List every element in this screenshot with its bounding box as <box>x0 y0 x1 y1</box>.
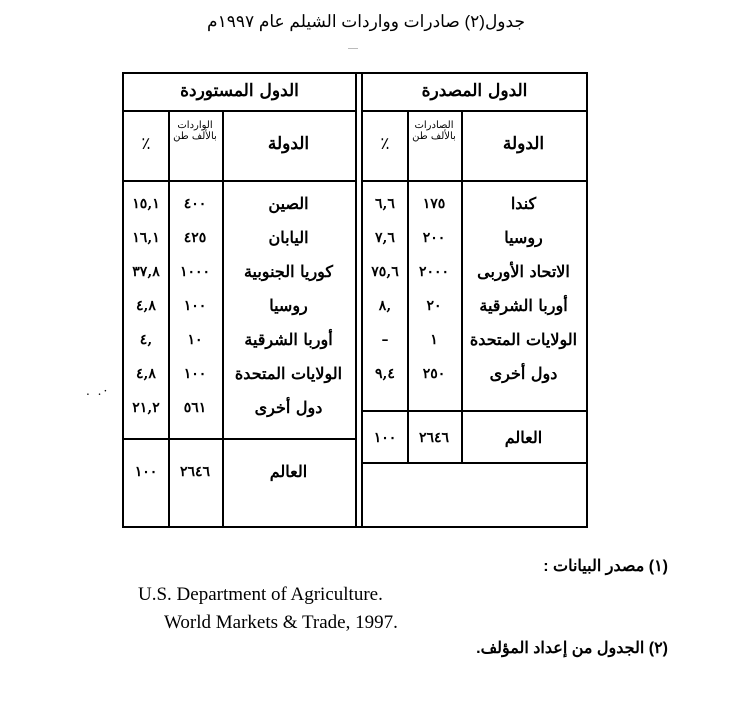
importers-row-country: اليابان <box>268 228 309 247</box>
total-divider <box>363 410 586 412</box>
importers-row-qty: ١٠٠ <box>183 298 207 314</box>
importers-row-qty: ٥٦١ <box>183 400 207 416</box>
exporters-row-qty: ١٧٥ <box>422 196 446 212</box>
exporters-row-qty: ٢٥٠ <box>422 366 446 382</box>
exporters-heading: الدول المصدرة <box>363 74 586 112</box>
exporters-total-pct: ١٠٠ <box>373 430 397 446</box>
scan-mark <box>348 48 358 49</box>
total-divider <box>124 438 355 440</box>
exporters-row-country: دول أخرى <box>489 364 558 383</box>
exporters-col-country: الدولة <box>502 134 545 154</box>
importers-row-qty: ١٠ <box>187 332 203 348</box>
importers-col-country: الدولة <box>267 134 310 154</box>
importers-row-qty: ١٠٠٠ <box>179 264 211 280</box>
exporters-total-qty: ٢٦٤٦ <box>418 430 450 446</box>
data-table <box>122 72 588 528</box>
source-line-2: World Markets & Trade, 1997. <box>164 612 398 633</box>
table-divider <box>355 74 363 526</box>
importers-row-pct: ١٦,١ <box>132 230 160 246</box>
stray-mark: . .· <box>86 384 110 398</box>
importers-row-country: روسيا <box>269 296 308 315</box>
importers-row-country: أوربا الشرقية <box>244 330 333 349</box>
exporters-total-country: العالم <box>504 428 543 447</box>
exporters-row-country: أوربا الشرقية <box>479 296 568 315</box>
importers-row-pct: ٢١,٢ <box>132 400 160 416</box>
table-title: جدول(٢) صادرات وواردات الشيلم عام ١٩٩٧م <box>207 12 525 31</box>
importers-row-qty: ٤٠٠ <box>183 196 207 212</box>
importers-row-pct: ٤,٨ <box>136 366 156 382</box>
source-label: (١) مصدر البيانات : <box>543 558 668 575</box>
exporters-row-pct: ٩,٤ <box>375 366 395 382</box>
exporters-row-pct: ٦,٦ <box>375 196 395 212</box>
importers-col-qty: الواردات بالألف طن <box>173 120 217 142</box>
importers-row-country: دول أخرى <box>254 398 323 417</box>
exporters-row-country: الاتحاد الأوربى <box>477 262 570 281</box>
exporters-row-pct: ٧,٦ <box>375 230 395 246</box>
importers-row-qty: ١٠٠ <box>183 366 207 382</box>
importers-row-country: كوريا الجنوبية <box>243 262 334 281</box>
importers-row-pct: ٣٧,٨ <box>132 264 160 280</box>
importers-total-qty: ٢٦٤٦ <box>179 464 211 480</box>
importers-row-pct: ,٤ <box>139 332 153 348</box>
exporters-row-qty: ٢٠٠ <box>422 230 446 246</box>
importers-col-pct: ٪ <box>141 134 151 154</box>
header-divider <box>124 180 355 182</box>
exporters-row-pct: ٧٥,٦ <box>371 264 399 280</box>
exporters-section <box>363 74 586 526</box>
exporters-row-pct: – <box>381 332 389 348</box>
exporters-row-country: الولايات المتحدة <box>469 330 578 349</box>
importers-row-country: الصين <box>268 194 309 213</box>
exporters-col-pct: ٪ <box>380 134 390 154</box>
source-line-1: U.S. Department of Agriculture. <box>138 584 383 605</box>
exporters-row-country: روسيا <box>504 228 543 247</box>
exporters-row-qty: ٢٠ <box>426 298 442 314</box>
importers-total-country: العالم <box>269 462 308 481</box>
importers-row-country: الولايات المتحدة <box>234 364 343 383</box>
author-note: (٢) الجدول من إعداد المؤلف. <box>476 640 668 657</box>
exporters-row-pct: ,٨ <box>378 298 392 314</box>
importers-row-pct: ١٥,١ <box>132 196 160 212</box>
importers-total-pct: ١٠٠ <box>134 464 158 480</box>
table-footer-line <box>363 462 586 464</box>
importers-heading: الدول المستوردة <box>124 74 355 112</box>
exporters-col-qty: الصادرات بالألف طن <box>412 120 456 142</box>
exporters-row-country: كندا <box>510 194 537 213</box>
exporters-row-qty: ١ <box>430 332 438 348</box>
importers-row-qty: ٤٢٥ <box>183 230 207 246</box>
importers-section <box>124 74 355 526</box>
header-divider <box>363 180 586 182</box>
exporters-row-qty: ٢٠٠٠ <box>418 264 450 280</box>
importers-row-pct: ٤,٨ <box>136 298 156 314</box>
